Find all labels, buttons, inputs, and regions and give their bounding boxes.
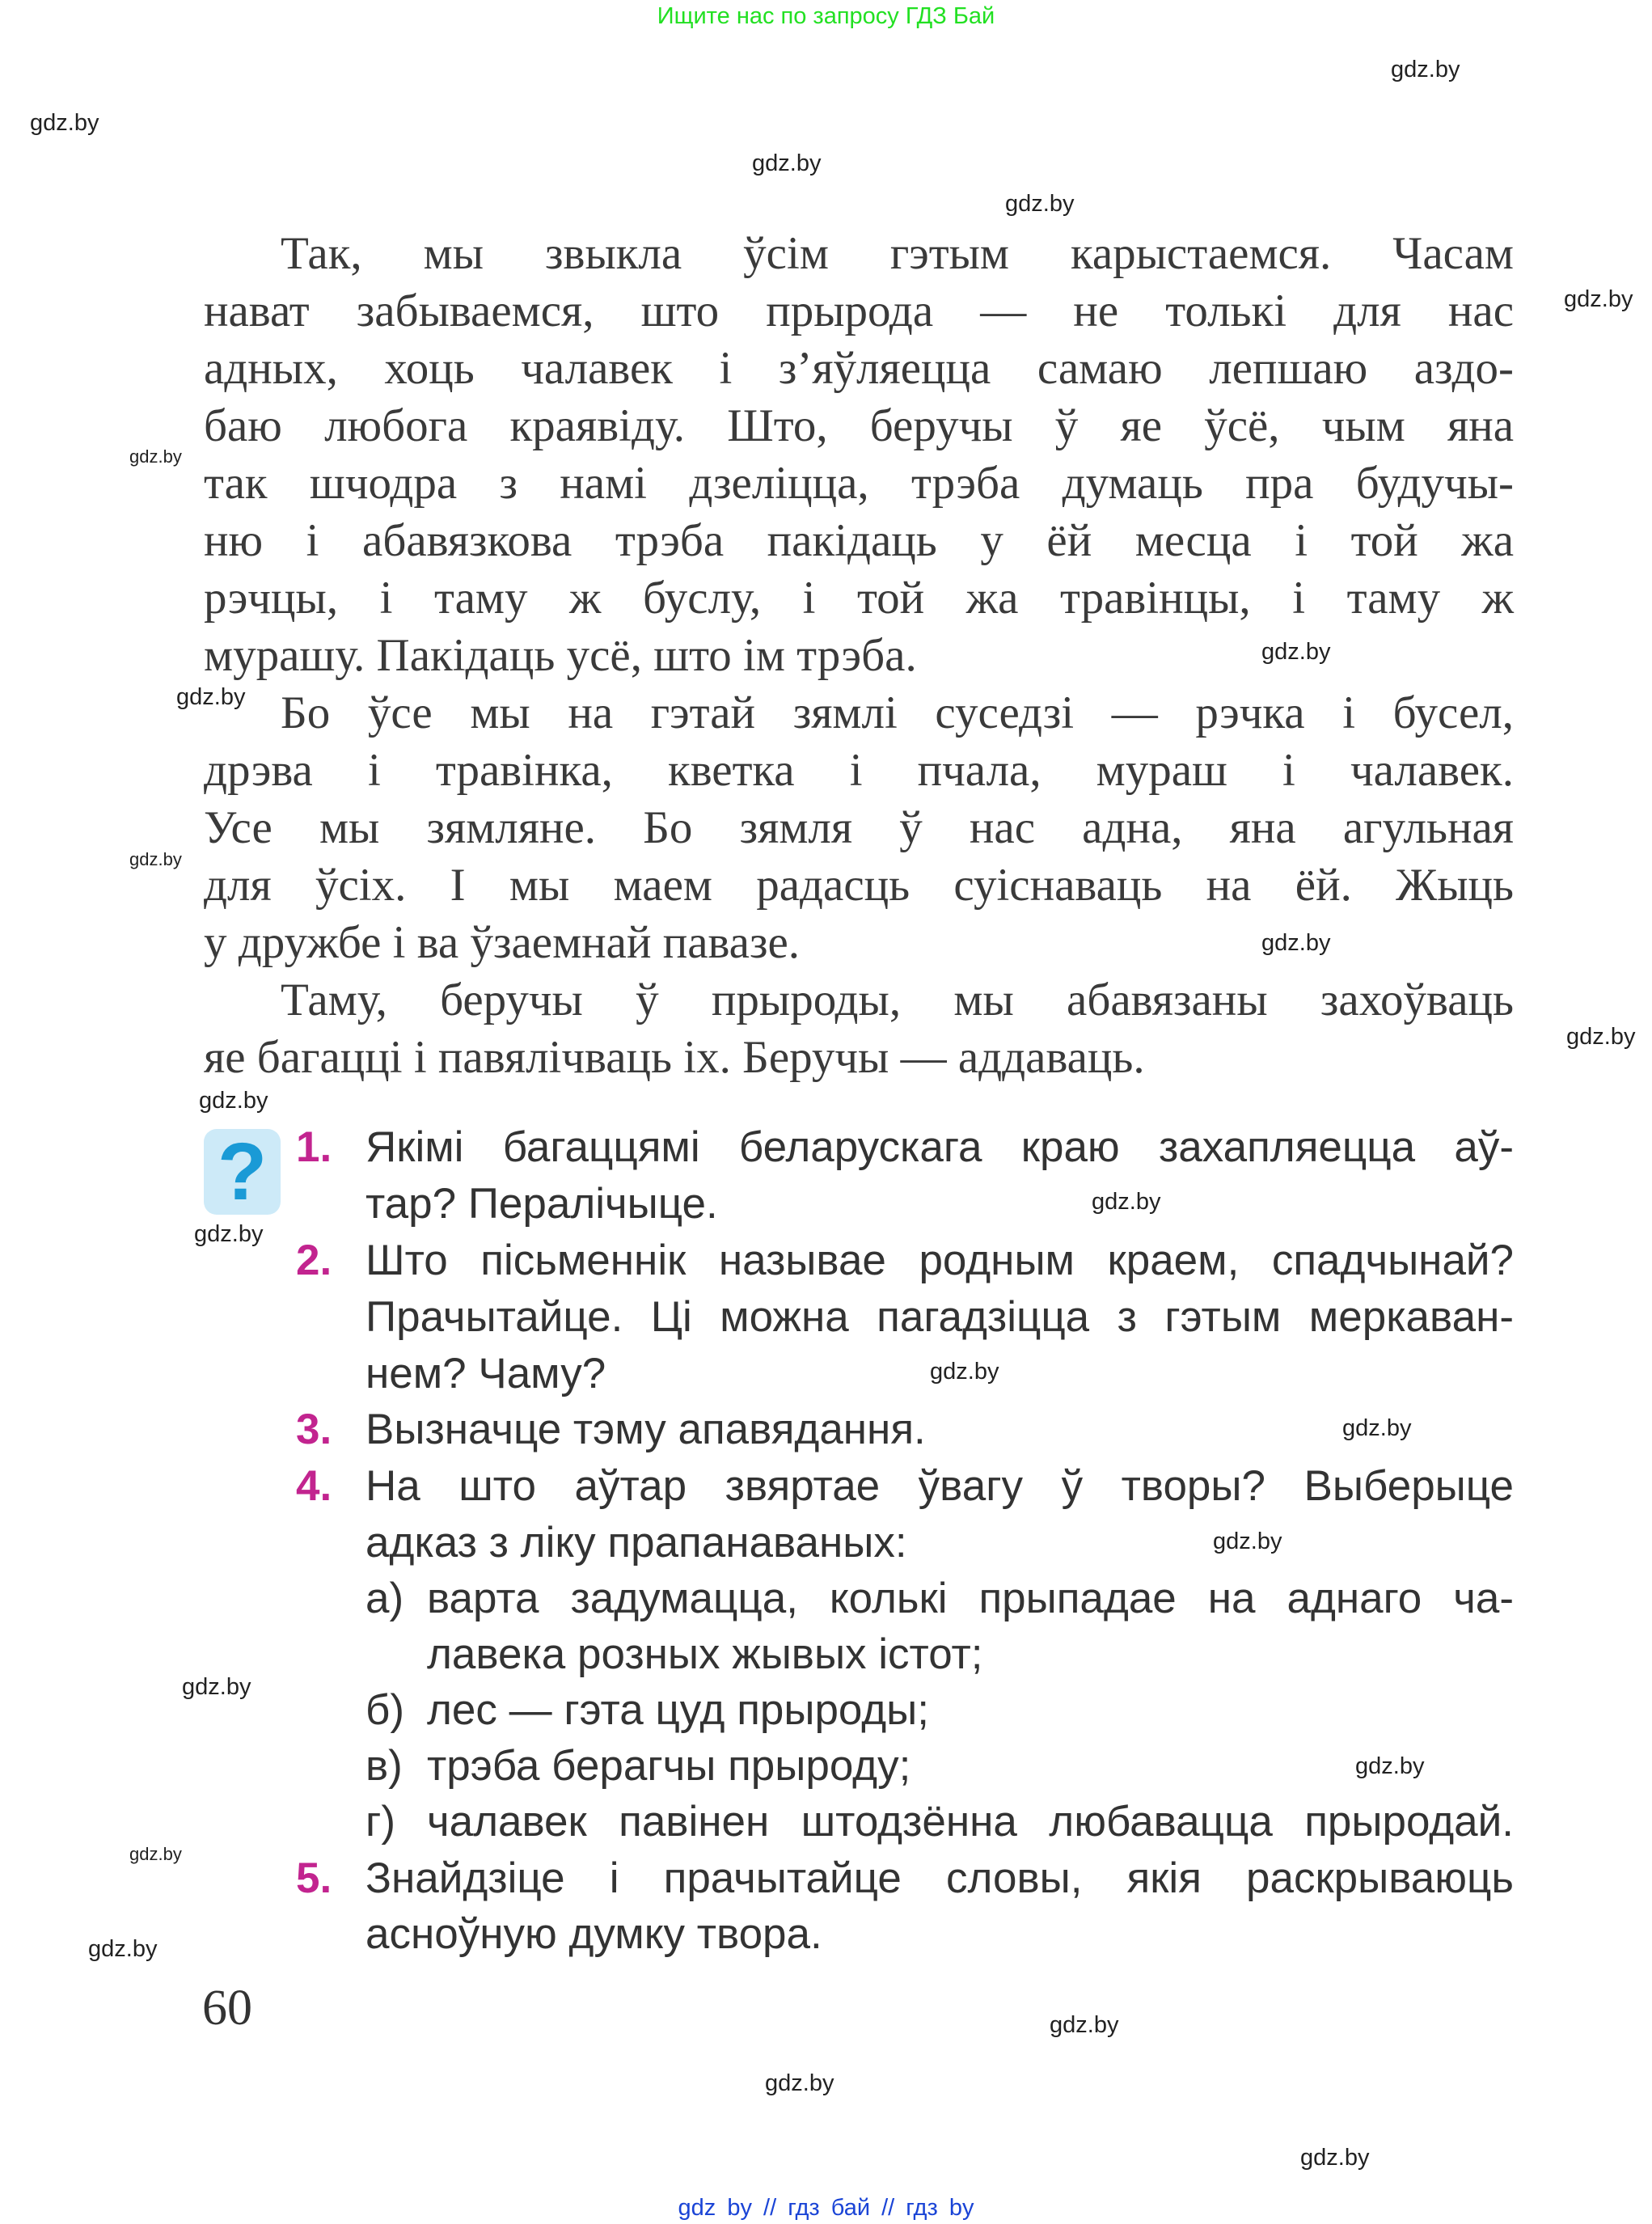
question-number: 5. (296, 1854, 332, 1902)
question-line: Што пісьменнік называе родным краем, спадчынай? (365, 1237, 1514, 1284)
watermark: gdz.by (182, 1674, 251, 1700)
question-number: 4. (296, 1462, 332, 1510)
option-label: а) (365, 1575, 404, 1622)
text-line: у дружбе і ва ўзаемнай павазе. (204, 917, 801, 968)
watermark: gdz.by (176, 684, 246, 710)
watermark: gdz.by (129, 849, 182, 869)
watermark: gdz.by (30, 110, 99, 136)
footer-links[interactable]: gdz by // гдз бай // гдз by (678, 2195, 974, 2221)
watermark: gdz.by (199, 1088, 268, 1114)
question-mark-icon: ? (204, 1129, 281, 1215)
option-line: лес — гэта цуд прыроды; (427, 1686, 929, 1734)
question-number: 2. (296, 1237, 332, 1284)
question-line: Якімі багаццямі беларускага краю захапляецца аў- (365, 1123, 1514, 1171)
text-line: Таму, беручы ў прыроды, мы абавязаны захоўваць (281, 975, 1514, 1025)
watermark: gdz.by (88, 1936, 158, 1962)
watermark: gdz.by (1050, 2012, 1119, 2038)
question-line: тар? Пералічыце. (365, 1180, 718, 1228)
watermark: gdz.by (1005, 191, 1075, 217)
option-label: б) (365, 1686, 405, 1734)
watermark: gdz.by (930, 1359, 999, 1385)
text-line: для ўсіх. І мы маем радасць суіснаваць на ёй. Жыць (204, 860, 1514, 911)
watermark: gdz.by (1391, 57, 1460, 82)
page-number: 60 (202, 1981, 252, 2036)
watermark: gdz.by (1355, 1753, 1425, 1779)
watermark: gdz.by (765, 2070, 834, 2096)
question-line: Прачытайце. Ці можна пагадзіцца з гэтым меркаван- (365, 1293, 1514, 1341)
text-line: Бо ўсе мы на гэтай зямлі суседзі — рэчка і бусел, (281, 687, 1514, 738)
question-number: 1. (296, 1123, 332, 1171)
watermark: gdz.by (194, 1221, 264, 1247)
watermark: gdz.by (1092, 1189, 1161, 1215)
text-line: ню і абавязкова трэба пакідаць у ёй месца і той жа (204, 515, 1514, 566)
watermark: gdz.by (1564, 286, 1633, 312)
watermark: gdz.by (129, 1844, 182, 1864)
text-line: яе багацці і павялічваць іх. Беручы — аддаваць. (204, 1032, 1145, 1083)
question-line: Вызначце тэму апавядання. (365, 1406, 926, 1453)
watermark: gdz.by (1300, 2145, 1370, 2171)
question-number: 3. (296, 1406, 332, 1453)
watermark: gdz.by (129, 446, 182, 467)
option-line: трэба берагчы прыроду; (427, 1742, 911, 1790)
watermark: gdz.by (752, 150, 822, 176)
watermark: gdz.by (1213, 1528, 1282, 1554)
text-line: Так, мы звыкла ўсім гэтым карыстаемся. Часам (281, 228, 1514, 279)
question-line: На што аўтар звяртае ўвагу ў творы? Выберыце (365, 1462, 1514, 1510)
watermark: gdz.by (1342, 1415, 1412, 1441)
watermark: gdz.by (1566, 1024, 1636, 1050)
question-line: Знайдзіце і прачытайце словы, якія раскрываюць (365, 1854, 1514, 1902)
text-line: мурашу. Пакідаць усё, што ім трэба. (204, 630, 917, 681)
watermark: gdz.by (1261, 639, 1331, 665)
text-line: баю любога краявіду. Што, беручы ў яе ўсё, чым яна (204, 400, 1514, 451)
text-line: адных, хоць чалавек і з’яўляецца самаю лепшаю аздо- (204, 343, 1514, 394)
text-line: рэчцы, і таму ж буслу, і той жа травінцы, і таму ж (204, 573, 1514, 624)
text-line: дрэва і травінка, кветка і пчала, мураш і чалавек. (204, 745, 1514, 796)
question-line: адказ з ліку прапанаваных: (365, 1519, 907, 1567)
question-line: нем? Чаму? (365, 1350, 606, 1397)
option-line: лавека розных жывых істот; (427, 1630, 983, 1678)
text-line: так шчодра з намі дзеліцца, трэба думаць пра будучы- (204, 458, 1514, 509)
option-line: чалавек павінен штодзённа любавацца прыродай. (427, 1798, 1514, 1846)
text-line: нават забываемся, што прырода — не толькі для нас (204, 285, 1514, 336)
option-label: в) (365, 1742, 403, 1790)
option-label: г) (365, 1798, 395, 1846)
watermark: gdz.by (1261, 930, 1331, 956)
question-line: асноўную думку твора. (365, 1910, 822, 1958)
promo-banner[interactable]: Ищите нас по запросу ГДЗ Бай (657, 3, 995, 29)
text-line: Усе мы зямляне. Бо зямля ў нас адна, яна агульная (204, 802, 1514, 853)
option-line: варта задумацца, колькі прыпадае на аднаго ча- (427, 1575, 1514, 1622)
